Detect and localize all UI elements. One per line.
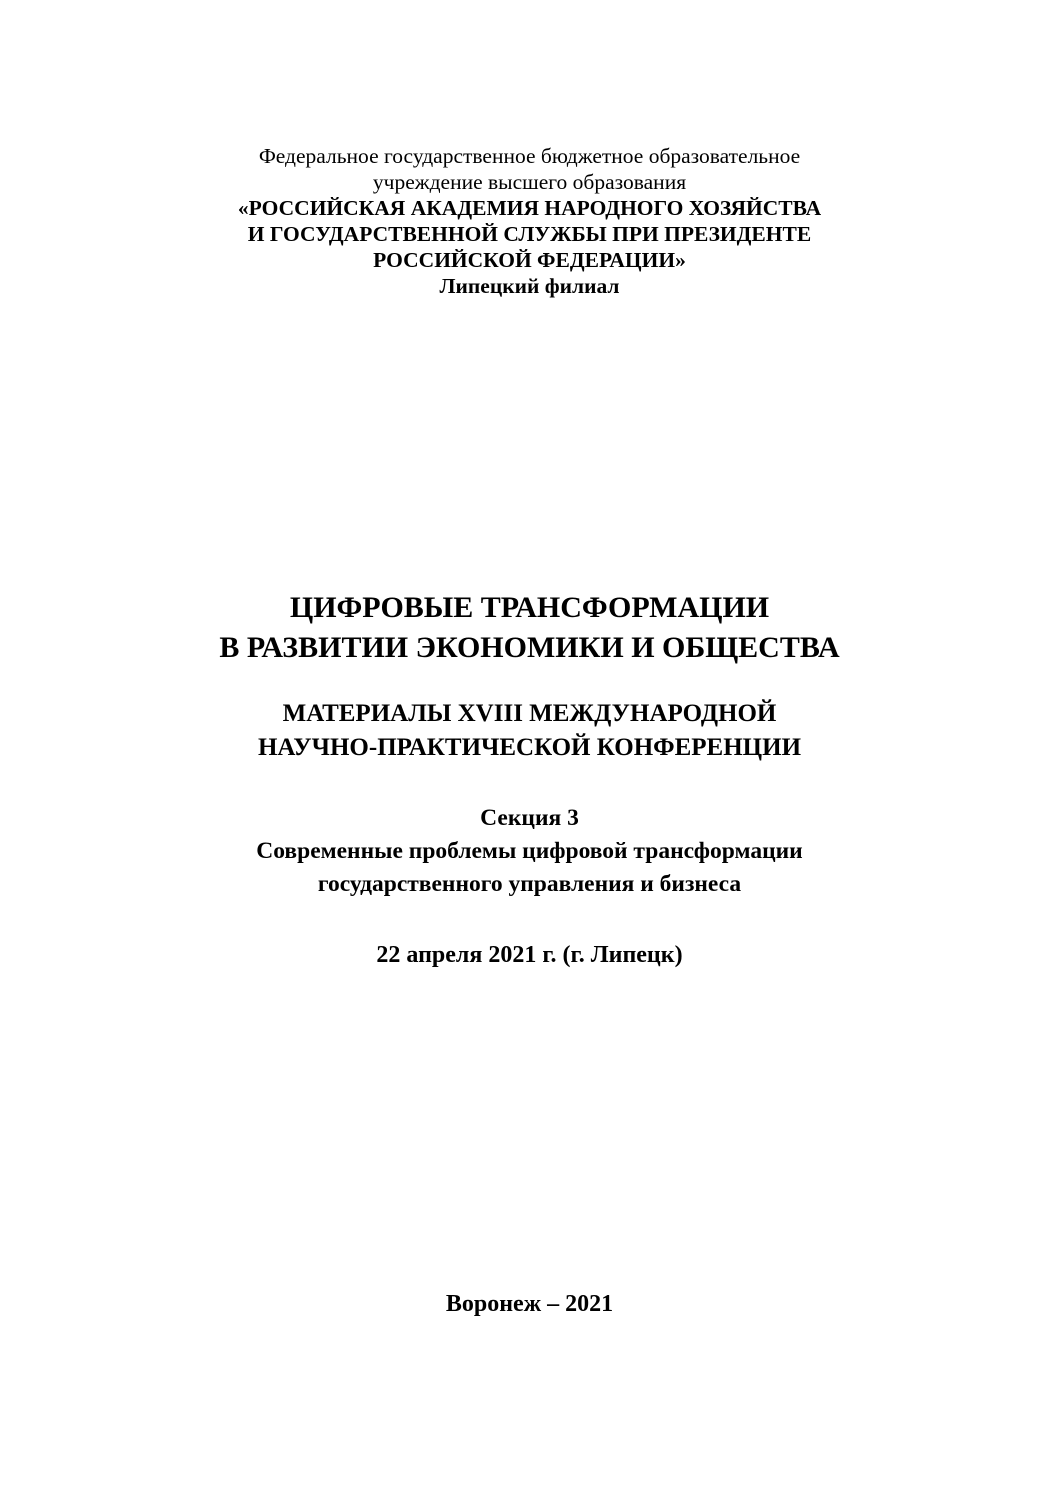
section-info xyxy=(0,802,1059,901)
organization-line-2: учреждение высшего образования xyxy=(372,170,687,194)
event-date-text: 22 апреля 2021 г. (г. Липецк) xyxy=(376,942,683,968)
branch-name: Липецкий филиал xyxy=(439,274,620,298)
publication-footer xyxy=(0,1288,1059,1320)
publication-place-year: Воронеж – 2021 xyxy=(445,1291,614,1317)
event-date xyxy=(0,939,1059,971)
section-label: Секция 3 xyxy=(480,805,579,831)
organization-line-1: Федеральное государственное бюджетное образовательное xyxy=(258,144,801,168)
title-line-2: В РАЗВИТИИ ЭКОНОМИКИ И ОБЩЕСТВА xyxy=(219,631,840,664)
section-name-line-2: государственного управления и бизнеса xyxy=(317,871,742,897)
document-subtitle xyxy=(0,697,1059,765)
organization-name-line-1: «РОССИЙСКАЯ АКАДЕМИЯ НАРОДНОГО ХОЗЯЙСТВА xyxy=(237,196,822,220)
document-title xyxy=(0,588,1059,668)
organization-name-line-2: И ГОСУДАРСТВЕННОЙ СЛУЖБЫ ПРИ ПРЕЗИДЕНТЕ xyxy=(247,222,812,246)
subtitle-line-1: МАТЕРИАЛЫ XVIII МЕЖДУНАРОДНОЙ xyxy=(282,700,777,727)
subtitle-line-2: НАУЧНО-ПРАКТИЧЕСКОЙ КОНФЕРЕНЦИИ xyxy=(257,734,802,761)
organization-name-line-3: РОССИЙСКОЙ ФЕДЕРАЦИИ» xyxy=(373,248,686,272)
section-name-line-1: Современные проблемы цифровой трансформации xyxy=(256,838,803,864)
organization-header xyxy=(0,143,1059,299)
title-line-1: ЦИФРОВЫЕ ТРАНСФОРМАЦИИ xyxy=(289,591,770,624)
